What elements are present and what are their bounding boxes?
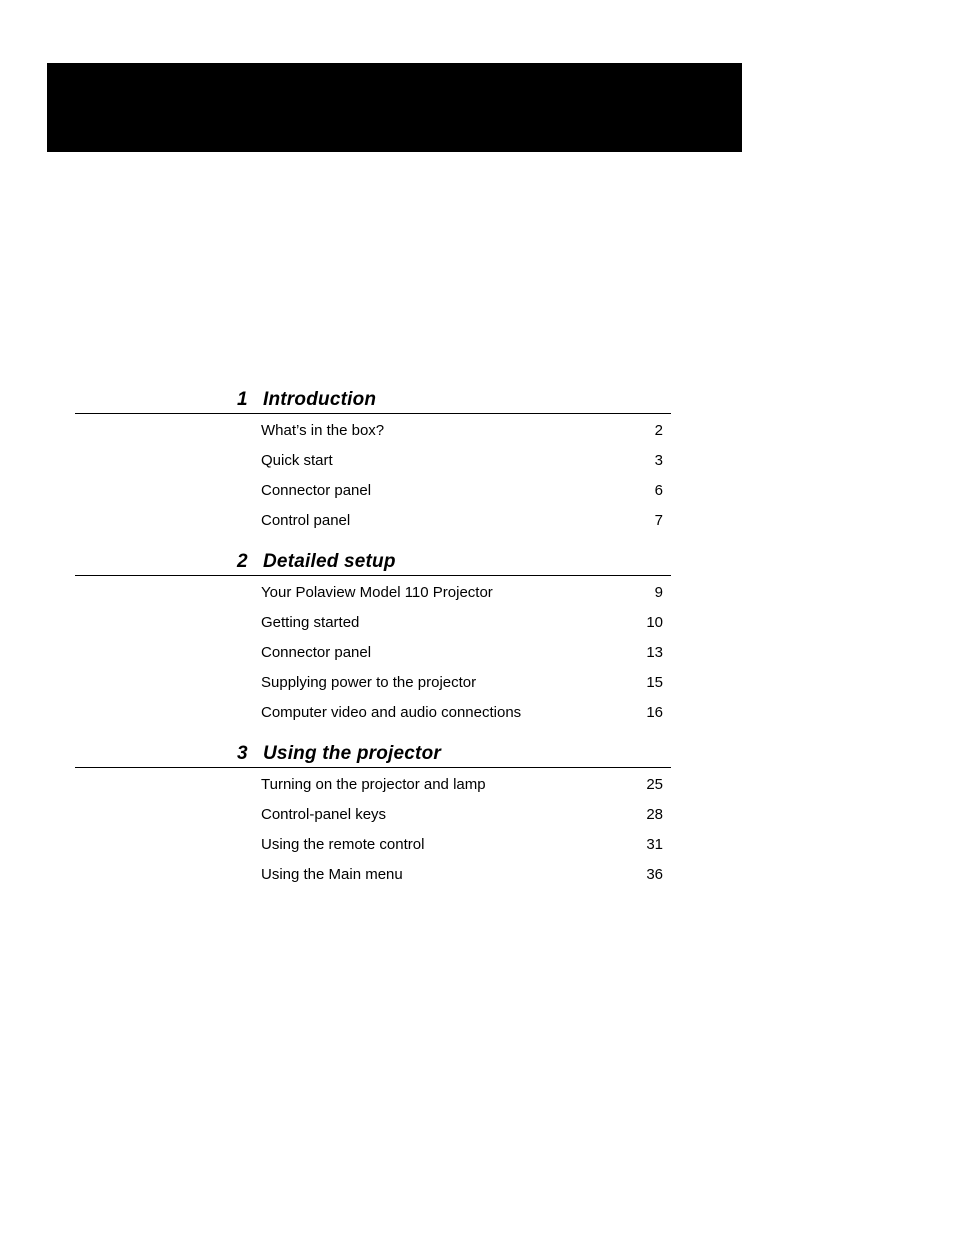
section-heading (75, 734, 671, 768)
toc-entry-label: Connector panel (261, 644, 372, 661)
toc-entry-label: Quick start (261, 452, 333, 469)
toc-entry[interactable] (75, 666, 671, 696)
header-bar (47, 63, 742, 152)
toc-entry-page: 7 (654, 512, 663, 529)
toc-entry[interactable] (75, 768, 671, 798)
toc-entry-label: Turning on the projector and lamp (261, 776, 486, 793)
toc-entry[interactable] (75, 828, 671, 858)
toc-entry-label: Control-panel keys (261, 806, 387, 823)
toc-entry[interactable] (75, 696, 671, 726)
section-number: 3 (237, 743, 248, 764)
toc-entry-page: 2 (654, 422, 663, 439)
toc-entry[interactable] (75, 444, 671, 474)
toc-entry-label: Supplying power to the projector (261, 674, 477, 691)
toc-entry[interactable] (75, 504, 671, 534)
section-number: 2 (237, 551, 248, 572)
toc-entry-label: Using the Main menu (261, 866, 403, 883)
toc-section-detailed-setup (75, 542, 671, 726)
section-title: Detailed setup (263, 551, 396, 572)
toc-entry-page: 25 (646, 776, 663, 793)
toc-entry[interactable] (75, 636, 671, 666)
toc-entry-label: Control panel (261, 512, 351, 529)
toc-entry-page: 9 (654, 584, 663, 601)
toc-entry-page: 13 (646, 644, 663, 661)
toc-entry[interactable] (75, 606, 671, 636)
toc-entry-label: What’s in the box? (261, 422, 385, 439)
toc-entry[interactable] (75, 414, 671, 444)
toc-entry[interactable] (75, 798, 671, 828)
toc-section-using-the-projector (75, 734, 671, 888)
toc-entry-page: 10 (646, 614, 663, 631)
toc-entry-page: 31 (646, 836, 663, 853)
section-heading (75, 380, 671, 414)
toc-entry-page: 6 (654, 482, 663, 499)
toc-entry-page: 15 (646, 674, 663, 691)
section-title: Introduction (263, 389, 377, 410)
toc-entry[interactable] (75, 474, 671, 504)
toc-entry-label: Using the remote control (261, 836, 425, 853)
section-heading (75, 542, 671, 576)
section-title: Using the projector (263, 743, 441, 764)
toc-section-introduction (75, 380, 671, 534)
toc-entry-label: Connector panel (261, 482, 372, 499)
toc-entry-label: Your Polaview Model 110 Projector (261, 584, 493, 601)
toc-entry-page: 28 (646, 806, 663, 823)
toc-entry-label: Getting started (261, 614, 360, 631)
toc-entry-page: 16 (646, 704, 663, 721)
section-number: 1 (237, 389, 248, 410)
toc-entry[interactable] (75, 576, 671, 606)
toc-entry[interactable] (75, 858, 671, 888)
toc-entry-page: 3 (654, 452, 663, 469)
toc-entry-label: Computer video and audio connections (261, 704, 522, 721)
toc-entry-page: 36 (646, 866, 663, 883)
